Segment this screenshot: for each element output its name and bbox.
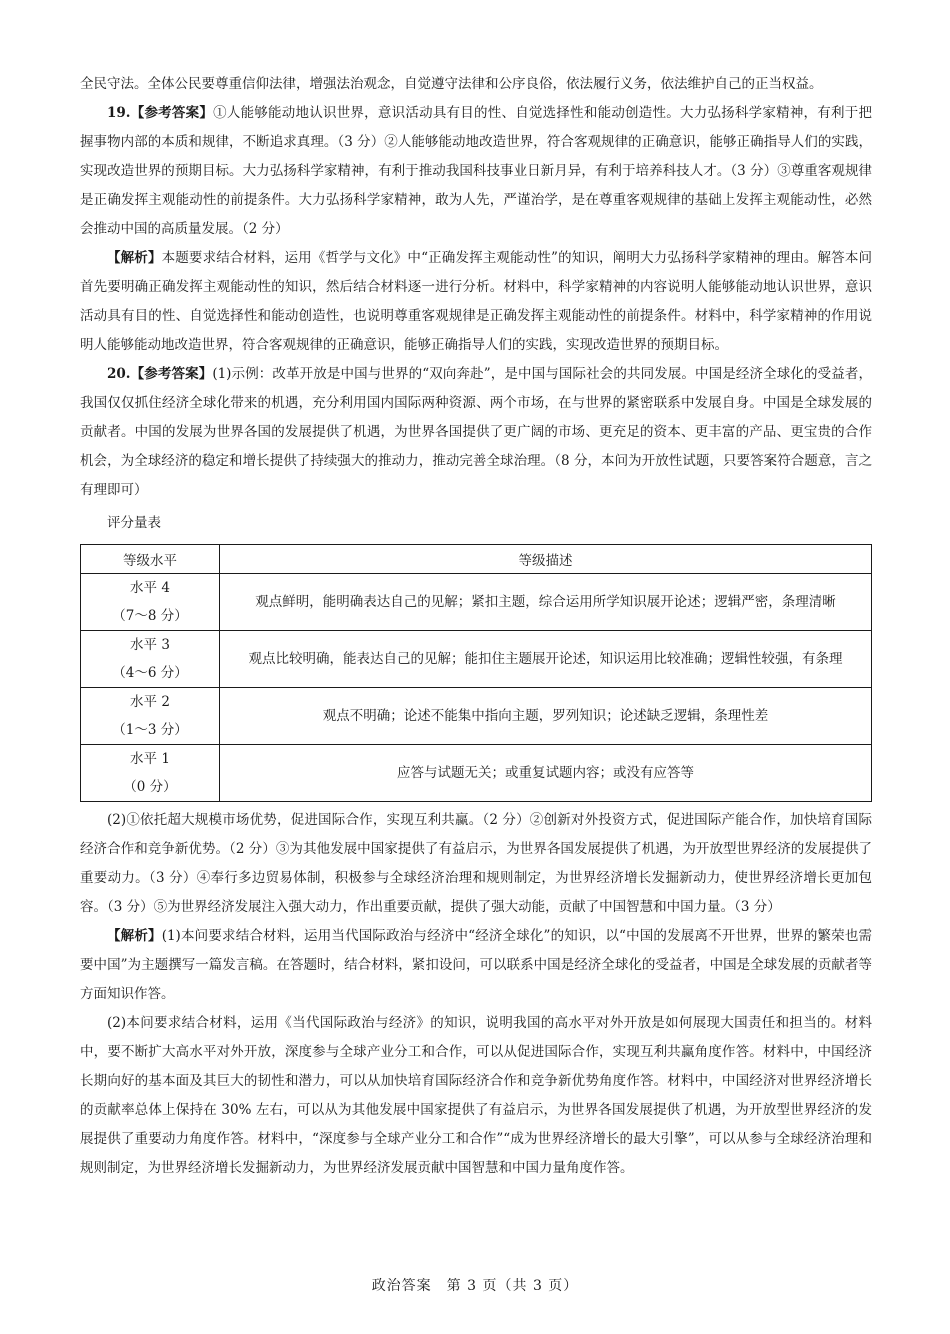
table-level-cell — [81, 574, 220, 631]
q19-answer-paragraph — [80, 99, 872, 244]
table-row — [81, 745, 872, 802]
q19-analysis-paragraph — [80, 244, 872, 360]
table-level-cell — [81, 745, 220, 802]
table-description-cell: 观点鲜明，能明确表达自己的见解；紧扣主题，综合运用所学知识展开论述；逻辑严密，条理清晰 — [220, 574, 872, 631]
q19-answer-label: 19.【参考答案】 — [107, 105, 214, 121]
level-name: 水平 1 — [130, 751, 170, 767]
table-caption: 评分量表 — [107, 515, 161, 531]
level-name: 水平 4 — [130, 580, 170, 596]
q20-answer1-paragraph — [80, 360, 872, 505]
level-score: （0 分） — [123, 779, 177, 795]
table-header-level: 等级水平 — [81, 545, 220, 574]
level-score: （4～6 分） — [112, 665, 188, 681]
q20-analysis1-text: (1)本问要求结合材料，运用当代国际政治与经济中“经济全球化”的知识，以“中国的发展离不开世界，世界的繁荣也需要中国”为主题撰写一篇发言稿。在答题时，结合材料，紧扣设问，可以联系中国是经济全球化的受益者，中国是全球发展的贡献者等方面知识作答。 — [80, 928, 873, 1002]
table-header-row — [81, 545, 872, 574]
paragraph-continuation: 全民守法。全体公民要尊重信仰法律，增强法治观念，自觉遵守法律和公序良俗，依法履行义务，依法维护自己的正当权益。 — [80, 76, 823, 92]
scoring-table — [80, 544, 872, 802]
level-name: 水平 2 — [130, 694, 170, 710]
q20-answer-label: 20.【参考答案】 — [107, 366, 213, 382]
table-description-cell: 观点比较明确，能表达自己的见解；能扣住主题展开论述，知识运用比较准确；逻辑性较强，有条理 — [220, 631, 872, 688]
page-footer: 政治答案 第 3 页（共 3 页） — [371, 1278, 579, 1294]
table-level-cell — [81, 688, 220, 745]
q20-analysis1-paragraph — [80, 922, 872, 1009]
table-description-cell: 观点不明确；论述不能集中指向主题，罗列知识；论述缺乏逻辑，条理性差 — [220, 688, 872, 745]
q20-answer2-paragraph: (2)①依托超大规模市场优势，促进国际合作，实现互利共赢。（2 分）②创新对外投资方式，促进国际产能合作，加快培育国际经济合作和竞争新优势。（2 分）③为其他发展中国家提供了有益启示，为世界各国发展提供了机遇，为开放型世界经济的发展提供了重要动力。（3 分）④奉行多边贸易体制，积极参与全球经济治理和规则制定，为世界经济增长发掘新动力，使世界经济增长更加包容。（3 分）⑤为世界经济发展注入强大动力，作出重要贡献，提供了强大动能，贡献了中国智慧和中国力量。（3 分） — [80, 812, 872, 915]
q20-answer1-text: (1)示例：改革开放是中国与世界的“双向奔赴”，是中国与国际社会的共同发展。中国是经济全球化的受益者，我国仅仅抓住经济全球化带来的机遇，充分利用国内国际两种资源、两个市场，在与世界的紧密联系中发展自身。中国是全球发展的贡献者。中国的发展为世界各国的发展提供了机遇，为世界各国提供了更广阔的市场、更充足的资本、更丰富的产品、更宝贵的合作机会，为全球经济的稳定和增长提供了持续强大的推动力，推动完善全球治理。（8 分，本问为开放性试题，只要答案符合题意，言之有理即可） — [80, 366, 872, 498]
q19-answer-text: ①人能够能动地认识世界，意识活动具有目的性、自觉选择性和能动创造性。大力弘扬科学家精神，有利于把握事物内部的本质和规律，不断追求真理。（3 分）②人能够能动地改造世界，符合客观规律的正确意识，能够正确指导人们的实践，实现改造世界的预期目标。大力弘扬科学家精神，有利于推动我国科技事业日新月异，有利于培养科技人才。（3 分）③尊重客观规律是正确发挥主观能动性的前提条件。大力弘扬科学家精神，敢为人先，严谨治学，是在尊重客观规律的基础上发挥主观能动性，必然会推动中国的高质量发展。（2 分） — [80, 105, 872, 237]
document-body — [80, 70, 872, 1183]
table-header-description: 等级描述 — [220, 545, 872, 574]
level-score: （1～3 分） — [112, 722, 188, 738]
table-row — [81, 574, 872, 631]
q20-analysis-label: 【解析】 — [107, 928, 162, 944]
table-level-cell — [81, 631, 220, 688]
level-score: （7～8 分） — [112, 608, 188, 624]
q20-analysis2-paragraph: (2)本问要求结合材料，运用《当代国际政治与经济》的知识，说明我国的高水平对外开放是如何展现大国责任和担当的。材料中，要不断扩大高水平对外开放，深度参与全球产业分工和合作，可以从促进国际合作，实现互利共赢角度作答。材料中，中国经济长期向好的基本面及其巨大的韧性和潜力，可以从加快培育国际经济合作和竞争新优势角度作答。材料中，中国经济对世界经济增长的贡献率总体上保持在 30% 左右，可以从为其他发展中国家提供了有益启示，为世界各国发展提供了机遇，为开放型世界经济的发展提供了重要动力角度作答。材料中，“深度参与全球产业分工和合作”“成为世界经济增长的最大引擎”，可以从参与全球经济治理和规则制定，为世界经济增长发掘新动力，为世界经济发展贡献中国智慧和中国力量角度作答。 — [80, 1015, 872, 1176]
table-row — [81, 631, 872, 688]
table-row — [81, 688, 872, 745]
q19-analysis-label: 【解析】 — [107, 250, 162, 266]
q19-analysis-text: 本题要求结合材料，运用《哲学与文化》中“正确发挥主观能动性”的知识，阐明大力弘扬科学家精神的理由。解答本问首先要明确正确发挥主观能动性的知识，然后结合材料逐一进行分析。材料中，科学家精神的内容说明人能够能动地认识世界，意识活动具有目的性、自觉选择性和能动创造性，也说明尊重客观规律是正确发挥主观能动性的前提条件。材料中，科学家精神的作用说明人能够能动地改造世界，符合客观规律的正确意识，能够正确指导人们的实践，实现改造世界的预期目标。 — [80, 250, 872, 353]
table-description-cell: 应答与试题无关；或重复试题内容；或没有应答等 — [220, 745, 872, 802]
level-name: 水平 3 — [130, 637, 170, 653]
